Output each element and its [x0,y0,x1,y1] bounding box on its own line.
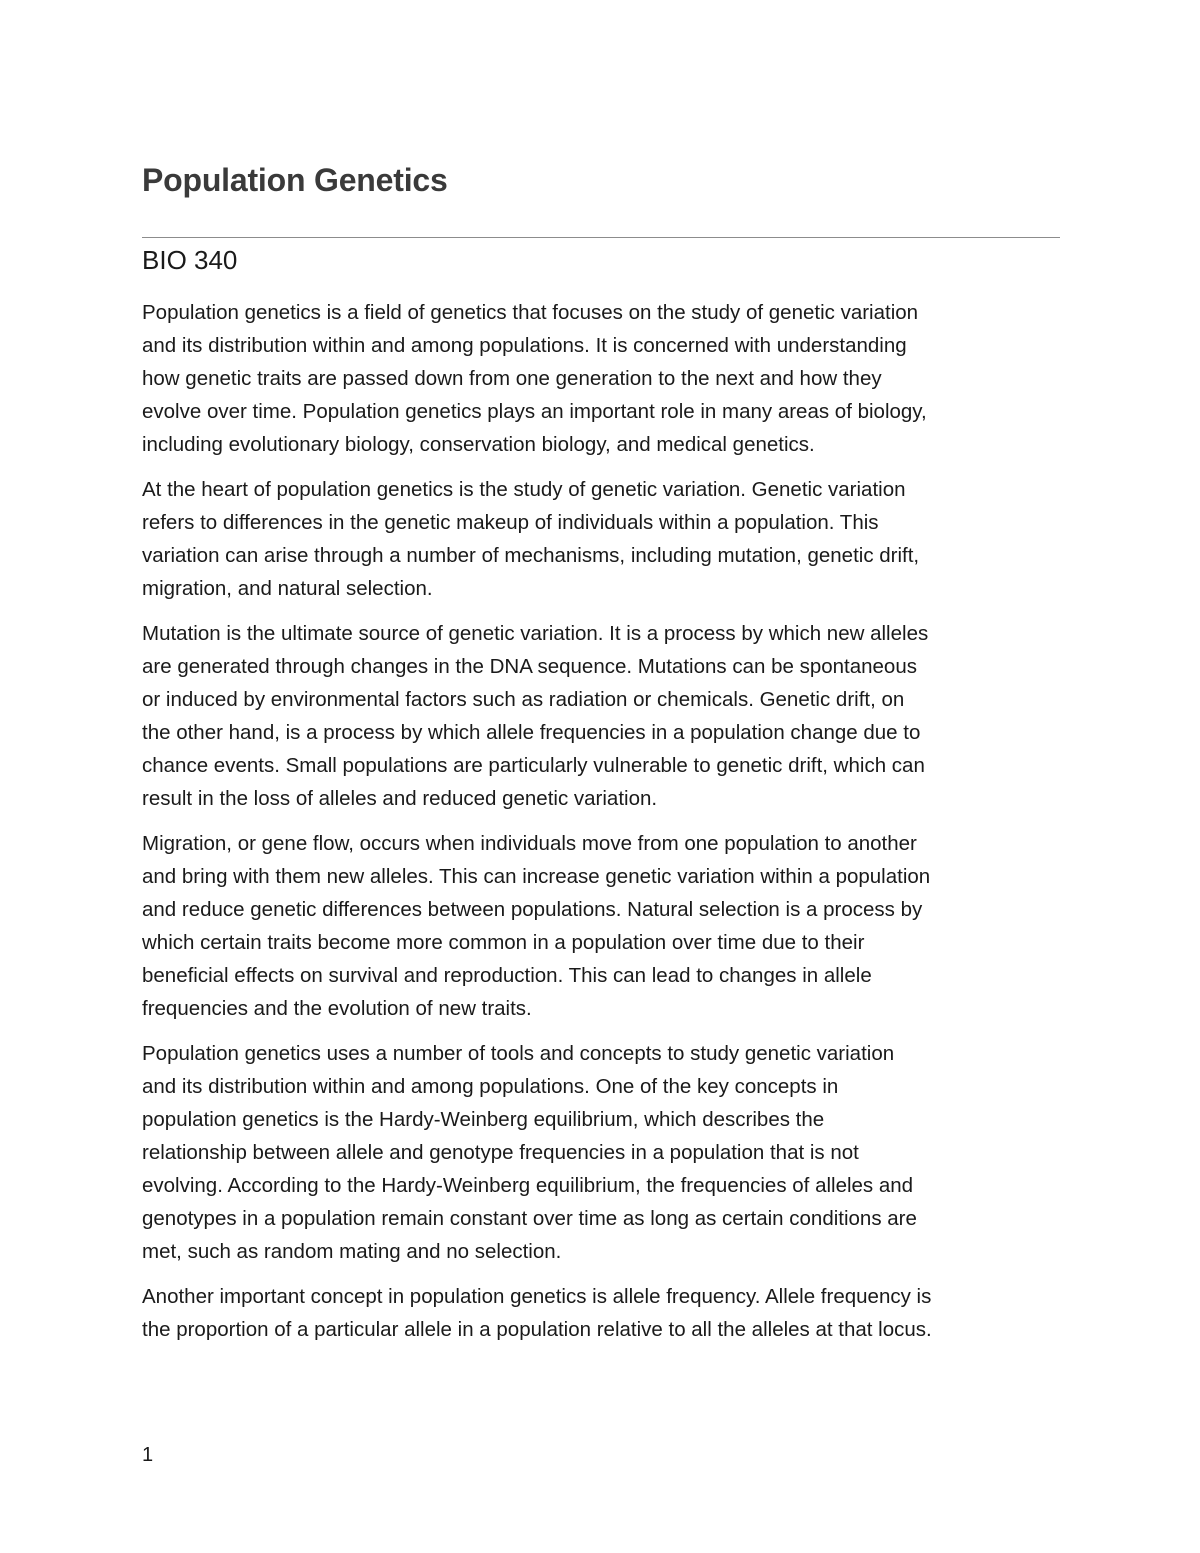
body-paragraph [142,1037,1060,1268]
paragraph-line: and its distribution within and among populations. It is concerned with understanding [142,334,907,357]
paragraph-line: and bring with them new alleles. This can increase genetic variation within a population [142,865,931,888]
paragraph-line: migration, and natural selection. [142,577,433,600]
paragraph-line: population genetics is the Hardy-Weinberg equilibrium, which describes the [142,1108,825,1131]
paragraph-line: Mutation is the ultimate source of genetic variation. It is a process by which new alleles [142,622,929,645]
paragraph-line: result in the loss of alleles and reduced genetic variation. [142,787,658,810]
paragraph-line: the other hand, is a process by which allele frequencies in a population change due to [142,721,921,744]
paragraph-line: or induced by environmental factors such as radiation or chemicals. Genetic drift, on [142,688,905,711]
paragraph-line: beneficial effects on survival and reproduction. This can lead to changes in allele [142,964,872,987]
paragraph-line: At the heart of population genetics is the study of genetic variation. Genetic variation [142,478,906,501]
paragraph-line: Migration, or gene flow, occurs when individuals move from one population to another [142,832,917,855]
paragraph-line: Population genetics uses a number of tools and concepts to study genetic variation [142,1042,895,1065]
paragraph-line: which certain traits become more common in a population over time due to their [142,931,865,954]
paragraph-line: evolving. According to the Hardy-Weinberg equilibrium, the frequencies of alleles and [142,1174,914,1197]
body-text [142,296,1060,1358]
paragraph-line: variation can arise through a number of mechanisms, including mutation, genetic drift, [142,544,920,567]
body-paragraph [142,473,1060,605]
page-title: Population Genetics [142,162,448,198]
paragraph-line: evolve over time. Population genetics plays an important role in many areas of biology, [142,400,927,423]
course-code: BIO 340 [142,245,238,275]
body-paragraph [142,1280,1060,1346]
document-page [142,0,1060,1553]
title-divider [142,237,1060,238]
paragraph-line: met, such as random mating and no selection. [142,1240,562,1263]
paragraph-line: how genetic traits are passed down from one generation to the next and how they [142,367,882,390]
paragraph-line: including evolutionary biology, conservation biology, and medical genetics. [142,433,815,456]
paragraph-line: refers to differences in the genetic makeup of individuals within a population. This [142,511,879,534]
body-paragraph [142,296,1060,461]
paragraph-line: the proportion of a particular allele in a population relative to all the alleles at that locus. [142,1318,932,1341]
paragraph-line: and reduce genetic differences between populations. Natural selection is a process by [142,898,923,921]
paragraph-line: Another important concept in population genetics is allele frequency. Allele frequency is [142,1285,932,1308]
paragraph-line: and its distribution within and among populations. One of the key concepts in [142,1075,839,1098]
body-paragraph [142,617,1060,815]
paragraph-line: chance events. Small populations are particularly vulnerable to genetic drift, which can [142,754,925,777]
body-paragraph [142,827,1060,1025]
paragraph-line: are generated through changes in the DNA sequence. Mutations can be spontaneous [142,655,917,678]
paragraph-line: genotypes in a population remain constant over time as long as certain conditions are [142,1207,917,1230]
paragraph-line: relationship between allele and genotype frequencies in a population that is not [142,1141,859,1164]
paragraph-line: frequencies and the evolution of new traits. [142,997,532,1020]
page-number: 1 [142,1444,154,1466]
paragraph-line: Population genetics is a field of genetics that focuses on the study of genetic variation [142,301,919,324]
